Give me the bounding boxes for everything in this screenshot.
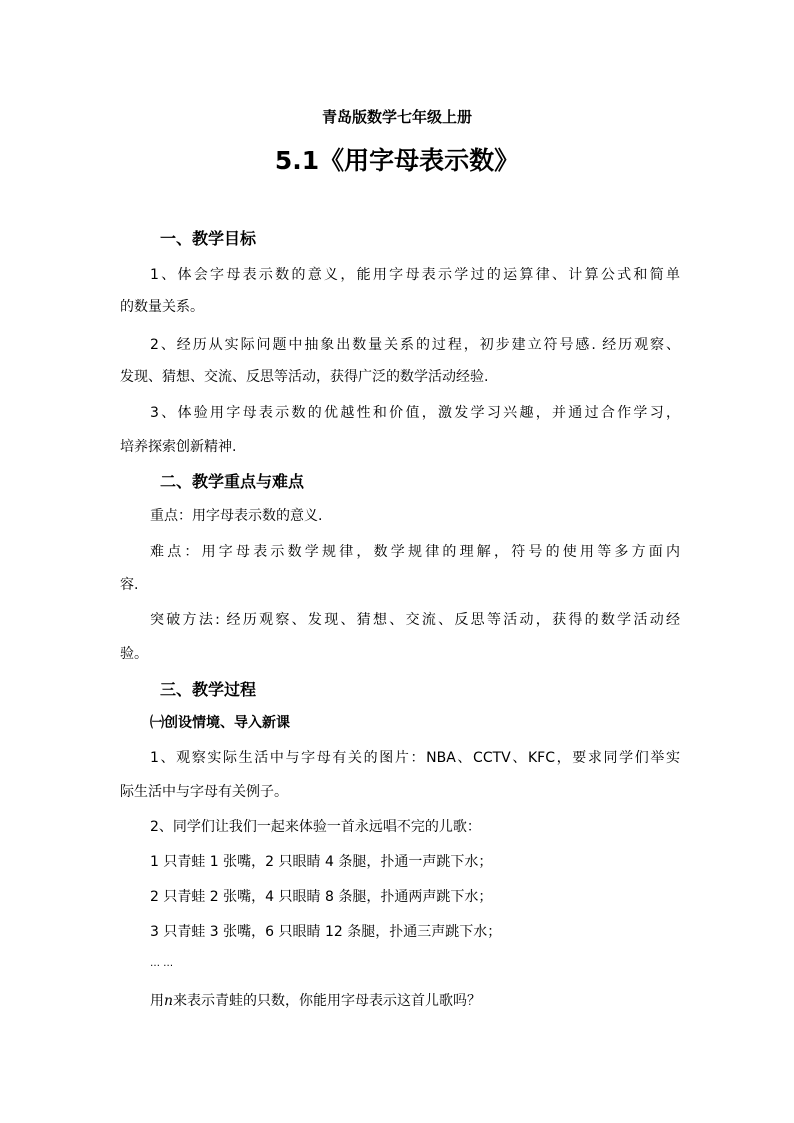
ellipsis: … …: [150, 958, 174, 969]
document-title: 5.1《用字母表示数》: [274, 146, 520, 175]
song-line: 1 只青蛙 1 张嘴，2 只眼睛 4 条腿，扑通一声跳下水；: [150, 854, 493, 870]
song-line: 3 只青蛙 3 张嘴，6 只眼睛 12 条腿，扑通三声跳下水；: [150, 924, 502, 940]
paragraph-line: 际生活中与字母有关例子。: [120, 784, 288, 800]
paragraph-line: 2、经历从实际问题中抽象出数量关系的过程，初步建立符号感. 经历观察、: [150, 337, 680, 353]
section-heading-key-points: 二、教学重点与难点: [160, 472, 305, 491]
paragraph-line: 突破方法: 经历观察、发现、猜想、交流、反思等活动，获得的数学活动经: [150, 612, 680, 628]
paragraph-line: 2、同学们让我们一起来体验一首永远唱不完的儿歌：: [150, 819, 481, 835]
question-prefix: 用: [150, 993, 164, 1009]
document-subtitle: 青岛版数学七年级上册: [321, 108, 472, 126]
paragraph-line: 1、体会字母表示数的意义，能用字母表示学过的运算律、计算公式和简单: [150, 267, 680, 283]
question-suffix: 来表示青蛙的只数，你能用字母表示这首儿歌吗？: [173, 993, 482, 1009]
section-heading-objectives: 一、教学目标: [160, 229, 257, 248]
section-heading-process: 三、教学过程: [160, 680, 257, 699]
paragraph-line: 发现、猜想、交流、反思等活动，获得广泛的数学活动经验.: [120, 369, 489, 385]
paragraph-line: 培养探索创新精神.: [120, 439, 237, 455]
paragraph-line: 重点：用字母表示数的意义.: [150, 508, 323, 524]
song-line: 2 只青蛙 2 张嘴，4 只眼睛 8 条腿，扑通两声跳下水；: [150, 889, 493, 905]
subsection-heading: ㈠创设情境、导入新课: [150, 715, 290, 731]
paragraph-line: 难点：用字母表示数学规律，数学规律的理解，符号的使用等多方面内: [150, 544, 680, 560]
variable-n: n: [164, 993, 174, 1009]
paragraph-line: 容.: [120, 577, 139, 593]
question-line: [150, 990, 680, 1010]
paragraph-line: 的数量关系。: [120, 299, 204, 315]
paragraph-line: 验。: [120, 646, 148, 662]
paragraph-line: 3、体验用字母表示数的优越性和价值，激发学习兴趣，并通过合作学习，: [150, 405, 680, 421]
paragraph-line: 1、观察实际生活中与字母有关的图片：NBA、CCTV、KFC，要求同学们举实: [150, 750, 680, 766]
